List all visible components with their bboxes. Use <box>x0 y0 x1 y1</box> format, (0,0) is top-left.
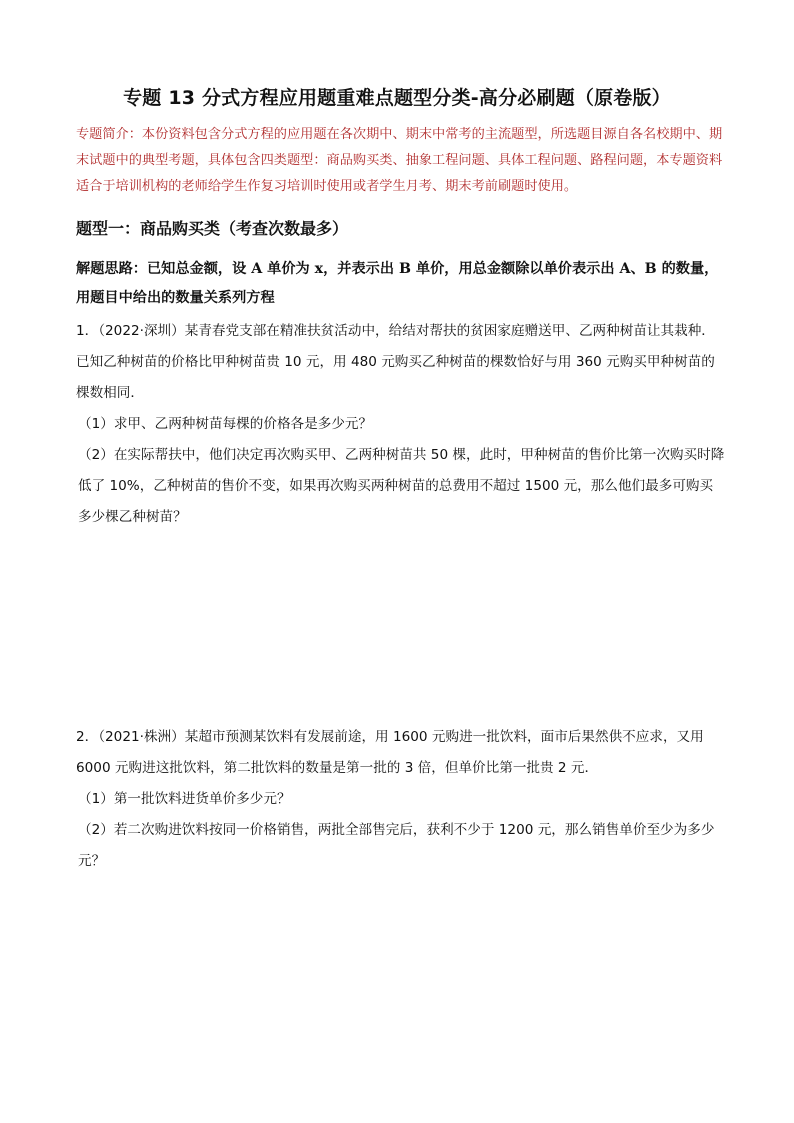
document-title: 专题 13 分式方程应用题重难点题型分类-高分必刷题（原卷版） <box>123 87 671 109</box>
section-heading-type-one: 题型一：商品购买类（考查次数最多） <box>76 219 349 238</box>
problem-2-question-2: （2）若二次购进饮料按同一价格销售，两批全部售完后，获利不少于 1200 元，那么销售单价至少为多少元？ <box>78 822 715 869</box>
solving-hint: 解题思路：已知总金额，设 A 单价为 x，并表示出 B 单价，用总金额除以单价表示出 A、B 的数量，用题目中给出的数量关系列方程 <box>76 261 719 306</box>
problem-1-question-1: （1）求甲、乙两种树苗每棵的价格各是多少元？ <box>78 416 373 432</box>
problem-2-question-1: （1）第一批饮料进货单价多少元？ <box>78 791 291 807</box>
problem-1 <box>76 316 726 533</box>
problem-1-question-2: （2）在实际帮扶中，他们决定再次购买甲、乙两种树苗共 50 棵，此时，甲种树苗的售价比第一次购买时降低了 10%，乙种树苗的售价不变，如果再次购买两种树苗的总费用不超过 1500 元，那么他们最多可购买多少棵乙种树苗？ <box>78 447 725 525</box>
problem-1-stem: 1．（2022·深圳）某青春党支部在精准扶贫活动中，给结对帮扶的贫困家庭赠送甲、乙两种树苗让其栽种．已知乙种树苗的价格比甲种树苗贵 10 元，用 480 元购买乙种树苗的棵数恰好与用 360 元购买甲种树苗的棵数相同． <box>76 323 715 401</box>
problem-2-stem: 2．（2021·株洲）某超市预测某饮料有发展前途，用 1600 元购进一批饮料，面市后果然供不应求，又用 6000 元购进这批饮料，第二批饮料的数量是第一批的 3 倍，但单价比第一批贵 2 元． <box>76 729 704 776</box>
problem-2 <box>76 722 726 877</box>
topic-introduction: 专题简介：本份资料包含分式方程的应用题在各次期中、期末中常考的主流题型，所选题目源自各名校期中、期末试题中的典型考题，具体包含四类题型：商品购买类、抽象工程问题、具体工程问题、路程问题，本专题资料适合于培训机构的老师给学生作复习培训时使用或者学生月考、期末考前刷题时使用。 <box>76 127 723 194</box>
